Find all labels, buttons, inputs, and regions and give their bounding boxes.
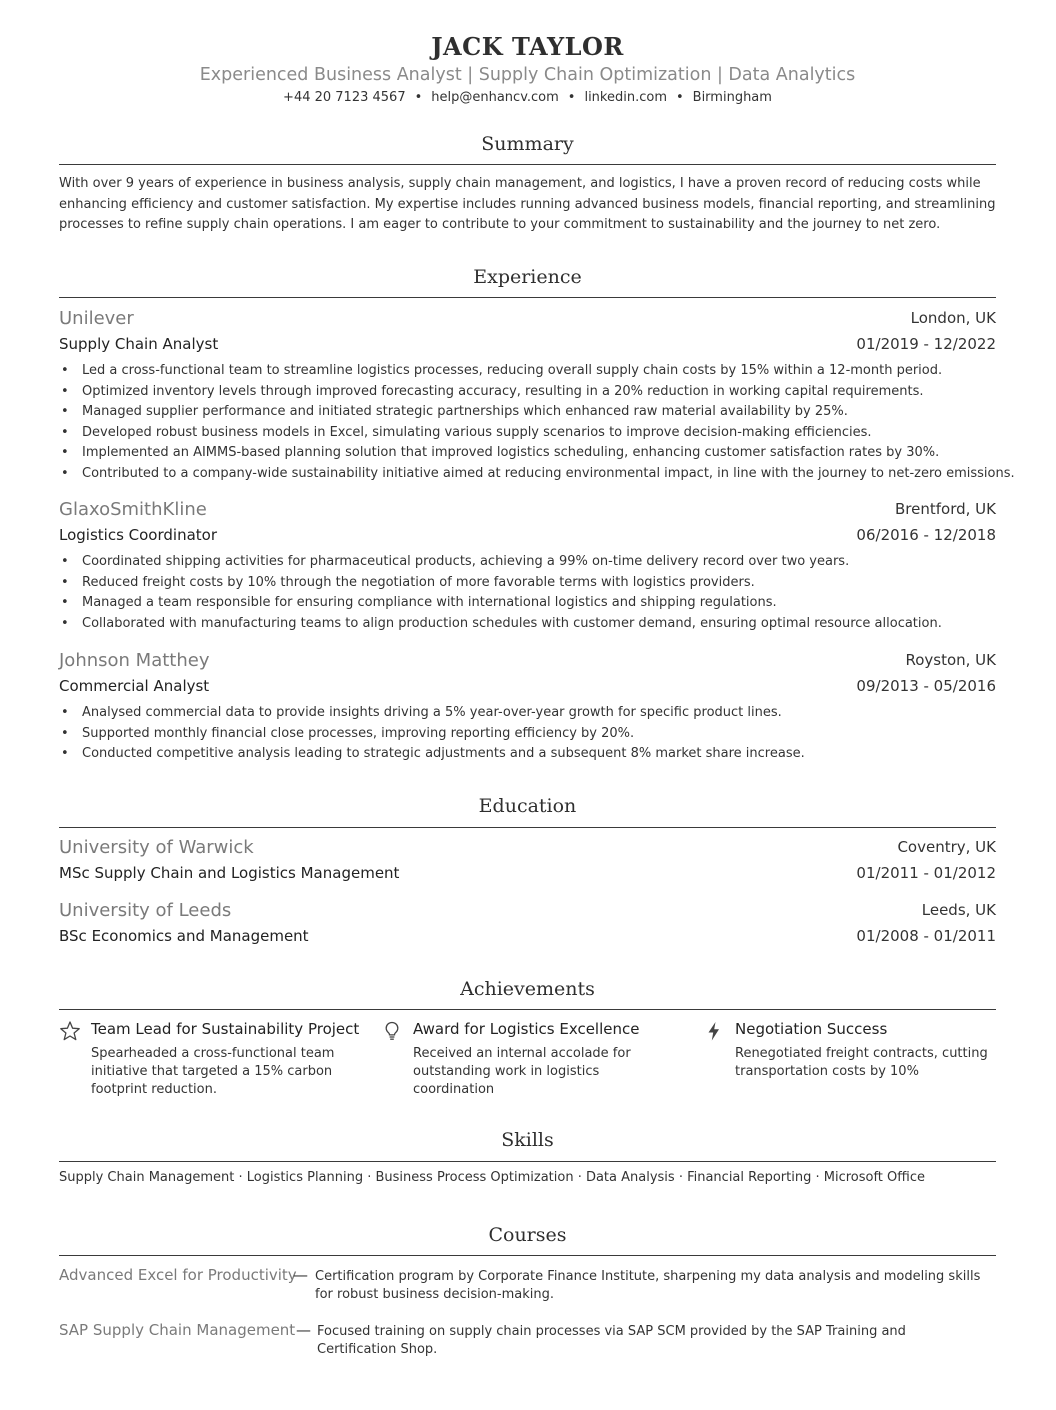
candidate-name: JACK TAYLOR bbox=[431, 32, 624, 61]
company-name: Unilever bbox=[59, 308, 134, 329]
course-separator: — bbox=[293, 1266, 308, 1284]
contact-linkedin[interactable]: linkedin.com bbox=[584, 90, 667, 105]
section-divider bbox=[59, 827, 996, 828]
education-heading: Education bbox=[478, 795, 577, 817]
education-dates: 01/2011 - 01/2012 bbox=[856, 864, 996, 882]
job-title: Logistics Coordinator bbox=[59, 526, 217, 544]
achievement-description: Received an internal accolade for outstanding work in logistics coordination bbox=[413, 1046, 631, 1097]
lightbulb-icon bbox=[381, 1020, 403, 1042]
bullet-item: • Developed robust business models in Excel, simulating various supply scenarios to improve decision-making efficiencies. bbox=[59, 423, 996, 444]
skills-heading: Skills bbox=[501, 1129, 554, 1151]
achievement-description: Renegotiated freight contracts, cutting transportation costs by 10% bbox=[735, 1046, 988, 1079]
section-divider bbox=[59, 1255, 996, 1256]
degree-title: BSc Economics and Management bbox=[59, 927, 309, 945]
course-description: Focused training on supply chain processes via SAP SCM provided by the SAP Training and Certification Shop. bbox=[317, 1324, 906, 1357]
course-separator: — bbox=[296, 1321, 311, 1339]
contact-phone: +44 20 7123 4567 bbox=[283, 90, 406, 105]
achievements-heading: Achievements bbox=[460, 978, 595, 1000]
bullet-item: • Led a cross-functional team to streamline logistics processes, reducing overall supply chain costs by 15% within a 12-month period. bbox=[59, 361, 996, 382]
education-dates: 01/2008 - 01/2011 bbox=[856, 927, 996, 945]
contact-location: Birmingham bbox=[692, 90, 772, 105]
resume-page bbox=[59, 0, 1015, 1410]
school-name: University of Leeds bbox=[59, 900, 232, 921]
bullet-item: • Contributed to a company-wide sustainability initiative aimed at reducing environmental impact, in line with the journey to net-zero emissions. bbox=[59, 464, 996, 485]
star-icon bbox=[59, 1020, 81, 1042]
separator-dot: • bbox=[414, 90, 423, 105]
school-location: Leeds, UK bbox=[921, 901, 996, 919]
school-location: Coventry, UK bbox=[897, 838, 996, 856]
bullet-item: • Analysed commercial data to provide insights driving a 5% year-over-year growth for specific product lines. bbox=[59, 703, 996, 724]
job-dates: 06/2016 - 12/2018 bbox=[856, 526, 996, 544]
course-description: Certification program by Corporate Finance Institute, sharpening my data analysis and modeling skills for robust business decision-making. bbox=[315, 1269, 981, 1302]
course-name: SAP Supply Chain Management bbox=[59, 1321, 296, 1339]
achievement-description: Spearheaded a cross-functional team initiative that targeted a 15% carbon footprint reduction. bbox=[91, 1046, 335, 1097]
job-bullets bbox=[59, 552, 996, 634]
job-dates: 09/2013 - 05/2016 bbox=[856, 677, 996, 695]
courses-heading: Courses bbox=[488, 1224, 567, 1246]
bullet-item: • Optimized inventory levels through improved forecasting accuracy, resulting in a 20% reduction in working capital requirements. bbox=[59, 382, 996, 403]
candidate-headline: Experienced Business Analyst | Supply Chain Optimization | Data Analytics bbox=[199, 65, 856, 85]
achievement-title: Negotiation Success bbox=[735, 1020, 888, 1038]
bullet-item: • Managed supplier performance and initiated strategic partnerships which enhanced raw material availability by 25%. bbox=[59, 402, 996, 423]
job-bullets bbox=[59, 361, 1015, 485]
job-location: Royston, UK bbox=[905, 651, 996, 669]
bullet-item: • Reduced freight costs by 10% through the negotiation of more favorable terms with logistics providers. bbox=[59, 573, 996, 594]
summary-heading: Summary bbox=[481, 133, 574, 155]
contact-line bbox=[59, 90, 996, 105]
separator-dot: • bbox=[675, 90, 684, 105]
job-title: Commercial Analyst bbox=[59, 677, 210, 695]
experience-heading: Experience bbox=[473, 266, 582, 288]
job-bullets bbox=[59, 703, 996, 765]
bullet-item: • Implemented an AIMMS-based planning solution that improved logistics scheduling, enhancing customer satisfaction rates by 30%. bbox=[59, 443, 996, 464]
company-name: GlaxoSmithKline bbox=[59, 499, 207, 520]
bullet-item: • Managed a team responsible for ensuring compliance with international logistics and shipping regulations. bbox=[59, 593, 996, 614]
bullet-item: • Supported monthly financial close processes, improving reporting efficiency by 20%. bbox=[59, 724, 996, 745]
school-name: University of Warwick bbox=[59, 837, 254, 858]
section-divider bbox=[59, 1161, 996, 1162]
job-dates: 01/2019 - 12/2022 bbox=[856, 335, 996, 353]
company-name: Johnson Matthey bbox=[59, 650, 210, 671]
bullet-item: • Coordinated shipping activities for pharmaceutical products, achieving a 99% on-time delivery record over two years. bbox=[59, 552, 996, 573]
separator-dot: • bbox=[567, 90, 576, 105]
contact-email[interactable]: help@enhancv.com bbox=[431, 90, 559, 105]
achievement-title: Team Lead for Sustainability Project bbox=[91, 1020, 360, 1038]
section-divider bbox=[59, 1009, 996, 1010]
section-divider bbox=[59, 297, 996, 298]
bullet-item: • Conducted competitive analysis leading to strategic adjustments and a subsequent 8% market share increase. bbox=[59, 744, 996, 765]
section-divider bbox=[59, 164, 996, 165]
job-title: Supply Chain Analyst bbox=[59, 335, 219, 353]
degree-title: MSc Supply Chain and Logistics Management bbox=[59, 864, 400, 882]
achievement-title: Award for Logistics Excellence bbox=[413, 1020, 640, 1038]
bullet-item: • Collaborated with manufacturing teams to align production schedules with customer demand, ensuring optimal resource allocation. bbox=[59, 614, 996, 635]
lightning-icon bbox=[703, 1020, 725, 1042]
summary-text: With over 9 years of experience in business analysis, supply chain management, and logistics, I have a proven record of reducing costs while enhancing efficiency and customer satisfaction. My expertise includes running advanced business models, financial reporting, and streamlining processes to refine supply chain operations. I am eager to contribute to your commitment to sustainability and the journey to net zero. bbox=[59, 176, 996, 232]
course-name: Advanced Excel for Productivity bbox=[59, 1266, 297, 1284]
job-location: Brentford, UK bbox=[895, 500, 996, 518]
skills-list: Supply Chain Management · Logistics Planning · Business Process Optimization · Data Analysis · Financial Reporting · Microsoft Office bbox=[59, 1170, 925, 1185]
job-location: London, UK bbox=[910, 309, 996, 327]
